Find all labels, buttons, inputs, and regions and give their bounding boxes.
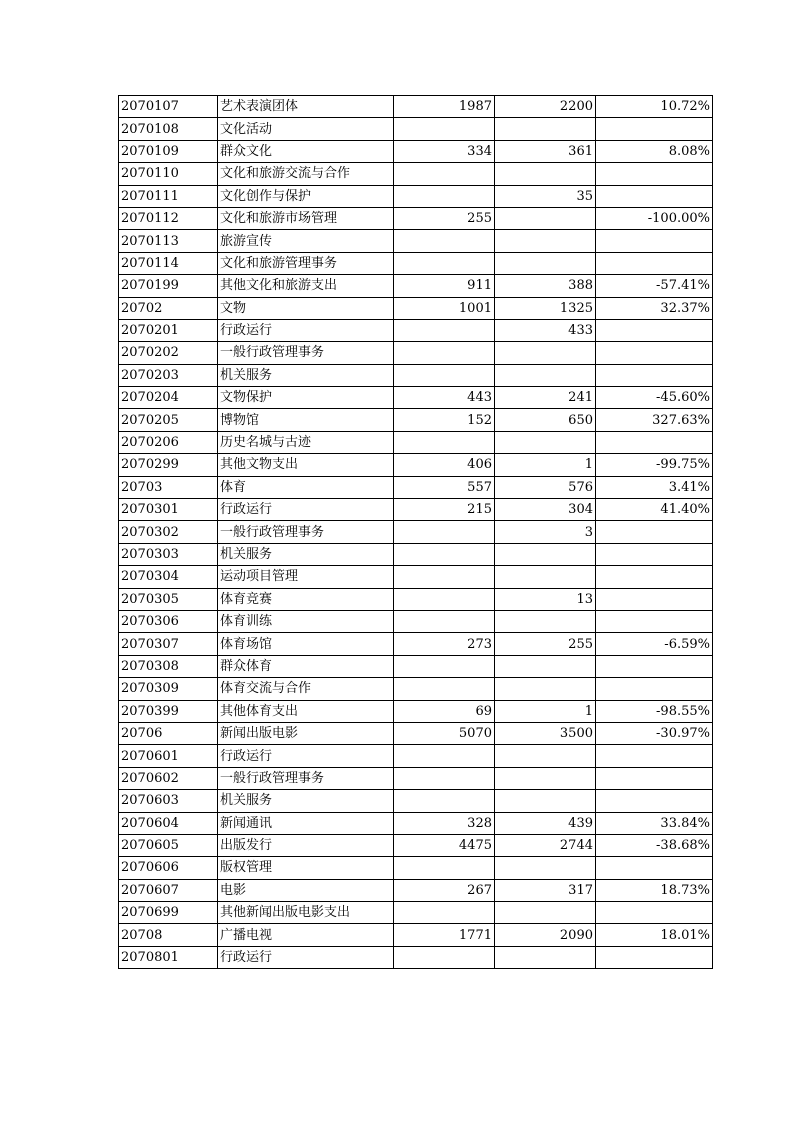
- row-change-rate-cell: 10.72%: [596, 96, 713, 118]
- row-change-rate-cell: [596, 118, 713, 140]
- row-value-1-cell: [394, 767, 495, 789]
- row-change-rate-cell: [596, 857, 713, 879]
- budget-table: [118, 95, 713, 969]
- row-name-cell: 广播电视: [218, 924, 394, 946]
- row-code-cell: 20706: [119, 722, 218, 744]
- row-value-1-cell: [394, 655, 495, 677]
- row-value-2-cell: [495, 655, 596, 677]
- table-row: [119, 722, 713, 744]
- table-row: [119, 700, 713, 722]
- row-value-1-cell: [394, 185, 495, 207]
- table-row: [119, 252, 713, 274]
- row-change-rate-cell: -98.55%: [596, 700, 713, 722]
- row-code-cell: 20703: [119, 476, 218, 498]
- row-value-1-cell: [394, 678, 495, 700]
- row-change-rate-cell: -100.00%: [596, 207, 713, 229]
- row-name-cell: 机关服务: [218, 364, 394, 386]
- row-change-rate-cell: [596, 163, 713, 185]
- row-value-1-cell: [394, 543, 495, 565]
- row-name-cell: 电影: [218, 879, 394, 901]
- row-change-rate-cell: [596, 790, 713, 812]
- row-value-2-cell: [495, 342, 596, 364]
- row-code-cell: 2070307: [119, 633, 218, 655]
- row-name-cell: 体育竞赛: [218, 588, 394, 610]
- row-name-cell: 一般行政管理事务: [218, 342, 394, 364]
- row-code-cell: 2070604: [119, 812, 218, 834]
- table-row: [119, 812, 713, 834]
- row-value-1-cell: [394, 230, 495, 252]
- row-value-1-cell: 1001: [394, 297, 495, 319]
- table-row: [119, 118, 713, 140]
- row-change-rate-cell: [596, 588, 713, 610]
- row-change-rate-cell: 3.41%: [596, 476, 713, 498]
- row-value-2-cell: [495, 566, 596, 588]
- row-code-cell: 2070112: [119, 207, 218, 229]
- row-code-cell: 2070801: [119, 946, 218, 968]
- table-row: [119, 924, 713, 946]
- row-code-cell: 2070606: [119, 857, 218, 879]
- row-value-1-cell: [394, 431, 495, 453]
- row-code-cell: 2070108: [119, 118, 218, 140]
- row-change-rate-cell: [596, 767, 713, 789]
- row-value-2-cell: 2200: [495, 96, 596, 118]
- row-change-rate-cell: [596, 678, 713, 700]
- row-name-cell: 行政运行: [218, 946, 394, 968]
- row-value-2-cell: 439: [495, 812, 596, 834]
- row-code-cell: 2070605: [119, 834, 218, 856]
- row-name-cell: 体育场馆: [218, 633, 394, 655]
- row-change-rate-cell: 8.08%: [596, 140, 713, 162]
- row-value-2-cell: 3500: [495, 722, 596, 744]
- row-code-cell: 2070199: [119, 275, 218, 297]
- row-value-2-cell: 388: [495, 275, 596, 297]
- row-value-1-cell: 406: [394, 454, 495, 476]
- table-row: [119, 364, 713, 386]
- row-code-cell: 2070299: [119, 454, 218, 476]
- table-row: [119, 588, 713, 610]
- row-value-2-cell: 1: [495, 454, 596, 476]
- row-value-2-cell: 2744: [495, 834, 596, 856]
- row-name-cell: 行政运行: [218, 319, 394, 341]
- row-change-rate-cell: -45.60%: [596, 387, 713, 409]
- table-row: [119, 790, 713, 812]
- table-row: [119, 454, 713, 476]
- table-body: [119, 96, 713, 969]
- row-code-cell: 2070205: [119, 409, 218, 431]
- row-name-cell: 其他文化和旅游支出: [218, 275, 394, 297]
- row-value-2-cell: [495, 431, 596, 453]
- row-name-cell: 行政运行: [218, 499, 394, 521]
- row-code-cell: 2070607: [119, 879, 218, 901]
- row-value-1-cell: 1771: [394, 924, 495, 946]
- table-row: [119, 566, 713, 588]
- row-value-2-cell: [495, 163, 596, 185]
- row-name-cell: 文化活动: [218, 118, 394, 140]
- row-value-2-cell: [495, 678, 596, 700]
- table-row: [119, 543, 713, 565]
- row-name-cell: 文物保护: [218, 387, 394, 409]
- row-name-cell: 艺术表演团体: [218, 96, 394, 118]
- row-value-1-cell: 443: [394, 387, 495, 409]
- table-row: [119, 342, 713, 364]
- row-change-rate-cell: 18.01%: [596, 924, 713, 946]
- row-name-cell: 版权管理: [218, 857, 394, 879]
- row-change-rate-cell: 33.84%: [596, 812, 713, 834]
- table-row: [119, 207, 713, 229]
- row-code-cell: 2070302: [119, 521, 218, 543]
- row-name-cell: 其他体育支出: [218, 700, 394, 722]
- row-change-rate-cell: -30.97%: [596, 722, 713, 744]
- row-name-cell: 文物: [218, 297, 394, 319]
- table-row: [119, 431, 713, 453]
- row-change-rate-cell: -6.59%: [596, 633, 713, 655]
- row-value-1-cell: 215: [394, 499, 495, 521]
- row-change-rate-cell: [596, 566, 713, 588]
- table-row: [119, 409, 713, 431]
- row-change-rate-cell: [596, 521, 713, 543]
- row-name-cell: 新闻出版电影: [218, 722, 394, 744]
- row-value-1-cell: [394, 566, 495, 588]
- row-name-cell: 其他文物支出: [218, 454, 394, 476]
- row-value-2-cell: 650: [495, 409, 596, 431]
- row-code-cell: 2070113: [119, 230, 218, 252]
- row-code-cell: 2070107: [119, 96, 218, 118]
- table-row: [119, 275, 713, 297]
- row-change-rate-cell: [596, 185, 713, 207]
- row-value-2-cell: [495, 364, 596, 386]
- row-code-cell: 2070202: [119, 342, 218, 364]
- row-value-1-cell: [394, 521, 495, 543]
- row-code-cell: 20702: [119, 297, 218, 319]
- table-row: [119, 678, 713, 700]
- row-value-1-cell: [394, 857, 495, 879]
- row-change-rate-cell: [596, 319, 713, 341]
- row-value-2-cell: 3: [495, 521, 596, 543]
- row-code-cell: 2070308: [119, 655, 218, 677]
- row-value-2-cell: 13: [495, 588, 596, 610]
- row-name-cell: 体育训练: [218, 610, 394, 632]
- table-row: [119, 857, 713, 879]
- row-name-cell: 新闻通讯: [218, 812, 394, 834]
- row-name-cell: 文化创作与保护: [218, 185, 394, 207]
- row-change-rate-cell: [596, 745, 713, 767]
- row-change-rate-cell: -99.75%: [596, 454, 713, 476]
- table-row: [119, 879, 713, 901]
- row-code-cell: 2070603: [119, 790, 218, 812]
- row-code-cell: 2070306: [119, 610, 218, 632]
- row-code-cell: 2070305: [119, 588, 218, 610]
- row-change-rate-cell: 32.37%: [596, 297, 713, 319]
- row-change-rate-cell: 41.40%: [596, 499, 713, 521]
- row-value-2-cell: 317: [495, 879, 596, 901]
- row-value-2-cell: [495, 230, 596, 252]
- table-row: [119, 610, 713, 632]
- row-code-cell: 2070109: [119, 140, 218, 162]
- row-name-cell: 出版发行: [218, 834, 394, 856]
- row-name-cell: 文化和旅游市场管理: [218, 207, 394, 229]
- table-row: [119, 387, 713, 409]
- row-value-1-cell: 69: [394, 700, 495, 722]
- row-name-cell: 群众文化: [218, 140, 394, 162]
- row-change-rate-cell: [596, 543, 713, 565]
- table-row: [119, 745, 713, 767]
- row-value-1-cell: [394, 364, 495, 386]
- table-row: [119, 163, 713, 185]
- row-value-2-cell: [495, 610, 596, 632]
- row-name-cell: 旅游宣传: [218, 230, 394, 252]
- row-code-cell: 2070301: [119, 499, 218, 521]
- row-change-rate-cell: -57.41%: [596, 275, 713, 297]
- row-value-2-cell: [495, 790, 596, 812]
- row-value-1-cell: 4475: [394, 834, 495, 856]
- row-value-1-cell: [394, 588, 495, 610]
- row-change-rate-cell: [596, 364, 713, 386]
- row-name-cell: 机关服务: [218, 790, 394, 812]
- row-value-2-cell: 576: [495, 476, 596, 498]
- table-row: [119, 96, 713, 118]
- row-value-2-cell: 433: [495, 319, 596, 341]
- row-value-2-cell: [495, 207, 596, 229]
- row-value-1-cell: [394, 319, 495, 341]
- row-value-1-cell: 5070: [394, 722, 495, 744]
- row-change-rate-cell: [596, 610, 713, 632]
- row-code-cell: 2070114: [119, 252, 218, 274]
- table-row: [119, 767, 713, 789]
- row-change-rate-cell: -38.68%: [596, 834, 713, 856]
- row-value-2-cell: [495, 767, 596, 789]
- row-name-cell: 一般行政管理事务: [218, 521, 394, 543]
- row-code-cell: 20708: [119, 924, 218, 946]
- table-row: [119, 499, 713, 521]
- row-value-1-cell: [394, 342, 495, 364]
- row-change-rate-cell: [596, 655, 713, 677]
- row-value-1-cell: 557: [394, 476, 495, 498]
- row-name-cell: 其他新闻出版电影支出: [218, 902, 394, 924]
- row-change-rate-cell: [596, 230, 713, 252]
- row-code-cell: 2070601: [119, 745, 218, 767]
- row-code-cell: 2070203: [119, 364, 218, 386]
- row-value-1-cell: [394, 163, 495, 185]
- row-code-cell: 2070110: [119, 163, 218, 185]
- row-name-cell: 运动项目管理: [218, 566, 394, 588]
- row-value-1-cell: [394, 946, 495, 968]
- row-value-2-cell: [495, 857, 596, 879]
- table-row: [119, 476, 713, 498]
- row-code-cell: 2070111: [119, 185, 218, 207]
- table-row: [119, 655, 713, 677]
- row-change-rate-cell: [596, 431, 713, 453]
- table-row: [119, 230, 713, 252]
- row-code-cell: 2070309: [119, 678, 218, 700]
- table-row: [119, 297, 713, 319]
- row-value-1-cell: 255: [394, 207, 495, 229]
- row-code-cell: 2070206: [119, 431, 218, 453]
- row-name-cell: 机关服务: [218, 543, 394, 565]
- row-value-1-cell: 1987: [394, 96, 495, 118]
- row-value-1-cell: 911: [394, 275, 495, 297]
- row-value-2-cell: 304: [495, 499, 596, 521]
- row-value-1-cell: [394, 790, 495, 812]
- row-change-rate-cell: [596, 946, 713, 968]
- row-code-cell: 2070204: [119, 387, 218, 409]
- table-row: [119, 902, 713, 924]
- table-row: [119, 319, 713, 341]
- row-value-1-cell: 267: [394, 879, 495, 901]
- row-value-1-cell: [394, 745, 495, 767]
- row-value-2-cell: 35: [495, 185, 596, 207]
- row-value-2-cell: 1325: [495, 297, 596, 319]
- row-code-cell: 2070304: [119, 566, 218, 588]
- row-change-rate-cell: 327.63%: [596, 409, 713, 431]
- row-value-2-cell: 2090: [495, 924, 596, 946]
- row-value-1-cell: 152: [394, 409, 495, 431]
- row-change-rate-cell: [596, 342, 713, 364]
- row-value-2-cell: 1: [495, 700, 596, 722]
- table-row: [119, 633, 713, 655]
- table-row: [119, 521, 713, 543]
- row-change-rate-cell: [596, 252, 713, 274]
- row-name-cell: 文化和旅游管理事务: [218, 252, 394, 274]
- row-value-2-cell: [495, 118, 596, 140]
- row-name-cell: 群众体育: [218, 655, 394, 677]
- row-value-2-cell: [495, 902, 596, 924]
- table-row: [119, 946, 713, 968]
- row-name-cell: 体育交流与合作: [218, 678, 394, 700]
- row-value-2-cell: [495, 543, 596, 565]
- row-code-cell: 2070201: [119, 319, 218, 341]
- row-change-rate-cell: 18.73%: [596, 879, 713, 901]
- row-value-1-cell: [394, 118, 495, 140]
- row-value-2-cell: 241: [495, 387, 596, 409]
- row-value-2-cell: 255: [495, 633, 596, 655]
- row-value-1-cell: 334: [394, 140, 495, 162]
- row-value-1-cell: 328: [394, 812, 495, 834]
- row-name-cell: 一般行政管理事务: [218, 767, 394, 789]
- row-name-cell: 博物馆: [218, 409, 394, 431]
- row-value-2-cell: 361: [495, 140, 596, 162]
- row-value-2-cell: [495, 745, 596, 767]
- row-name-cell: 体育: [218, 476, 394, 498]
- row-code-cell: 2070303: [119, 543, 218, 565]
- row-change-rate-cell: [596, 902, 713, 924]
- row-value-1-cell: [394, 902, 495, 924]
- row-code-cell: 2070399: [119, 700, 218, 722]
- row-value-2-cell: [495, 946, 596, 968]
- row-value-1-cell: 273: [394, 633, 495, 655]
- row-code-cell: 2070602: [119, 767, 218, 789]
- row-name-cell: 行政运行: [218, 745, 394, 767]
- row-name-cell: 文化和旅游交流与合作: [218, 163, 394, 185]
- row-name-cell: 历史名城与古迹: [218, 431, 394, 453]
- table-row: [119, 834, 713, 856]
- row-code-cell: 2070699: [119, 902, 218, 924]
- table-row: [119, 140, 713, 162]
- row-value-1-cell: [394, 610, 495, 632]
- row-value-2-cell: [495, 252, 596, 274]
- table-row: [119, 185, 713, 207]
- row-value-1-cell: [394, 252, 495, 274]
